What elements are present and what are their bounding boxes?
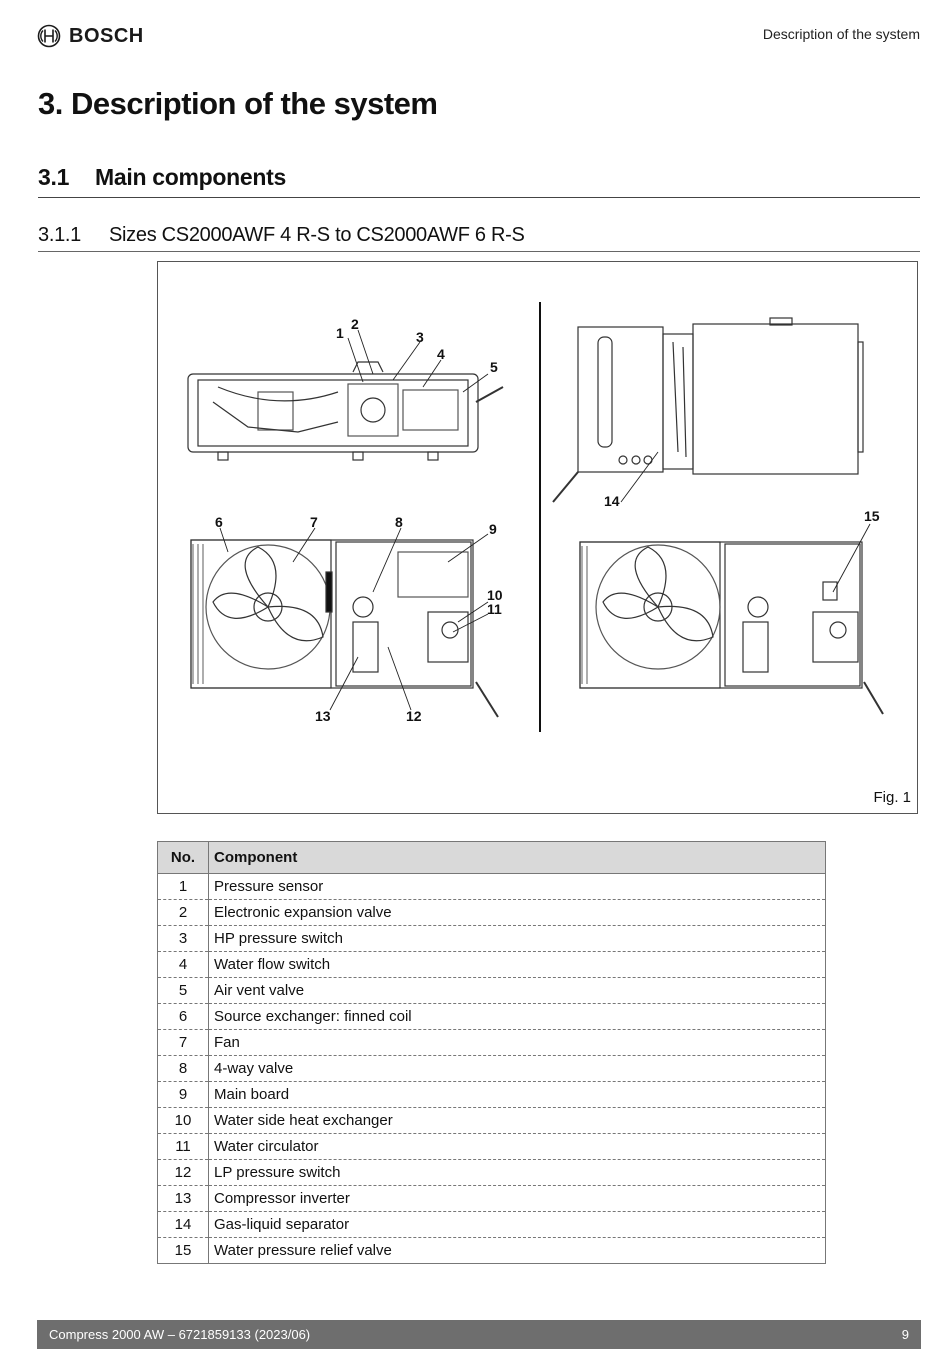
components-table [157,841,826,1264]
table-row [158,1030,826,1056]
callout-2: 2 [351,316,359,332]
row-number: 2 [158,900,209,926]
callout-6: 6 [215,514,223,530]
front-view-drawing [191,540,498,717]
table-row [158,1108,826,1134]
callout-4: 4 [437,346,445,362]
row-component: Compressor inverter [209,1186,826,1212]
row-component: HP pressure switch [209,926,826,952]
figure-caption: Fig. 1 [873,789,911,806]
row-number: 7 [158,1030,209,1056]
subsection-title [38,224,920,252]
column-header-no: No. [158,842,209,874]
brand-name: BOSCH [69,24,144,47]
page-number: 9 [901,1327,909,1342]
side-view-drawing [553,318,863,502]
row-number: 6 [158,1004,209,1030]
row-number: 10 [158,1108,209,1134]
row-component: Pressure sensor [209,874,826,900]
callout-12: 12 [406,708,422,724]
callout-1: 1 [336,325,344,341]
row-number: 12 [158,1160,209,1186]
table-row [158,952,826,978]
table-row [158,1238,826,1264]
footer-doc-info: Compress 2000 AW – 6721859133 (2023/06) [49,1327,311,1342]
row-component: Water pressure relief valve [209,1238,826,1264]
callout-9: 9 [489,521,497,537]
table-header-row [158,842,826,874]
table-row [158,1160,826,1186]
row-number: 1 [158,874,209,900]
callout-7: 7 [310,514,318,530]
figure-1 [157,261,918,814]
row-component: Source exchanger: finned coil [209,1004,826,1030]
callout-5: 5 [490,359,498,375]
table-row [158,1004,826,1030]
row-number: 15 [158,1238,209,1264]
row-component: 4-way valve [209,1056,826,1082]
subsection-number: 3.1.1 [38,224,81,246]
callout-10: 10 [487,587,503,603]
row-component: Water side heat exchanger [209,1108,826,1134]
component-diagram [158,262,917,813]
row-component: Water circulator [209,1134,826,1160]
table-row [158,1212,826,1238]
callout-11: 11 [487,601,502,617]
bosch-armature-logo-icon [37,24,61,48]
row-number: 8 [158,1056,209,1082]
row-number: 4 [158,952,209,978]
table-row [158,1056,826,1082]
row-number: 5 [158,978,209,1004]
top-view-drawing [188,362,503,460]
table-row [158,1134,826,1160]
row-component: Air vent valve [209,978,826,1004]
callout-8: 8 [395,514,403,530]
callout-3: 3 [416,329,424,345]
running-header: Description of the system [762,26,920,42]
row-component: Fan [209,1030,826,1056]
row-component: Water flow switch [209,952,826,978]
callout-13: 13 [315,708,331,724]
section-title [38,164,920,198]
table-row [158,1186,826,1212]
brand [37,24,144,48]
section-number: 3.1 [38,164,70,190]
front-view-variant-drawing [580,542,883,714]
page-footer [37,1320,921,1349]
row-number: 11 [158,1134,209,1160]
table-row [158,874,826,900]
callout-14: 14 [604,493,620,509]
column-header-component: Component [209,842,826,874]
section-title-text: Main components [95,164,287,190]
row-number: 3 [158,926,209,952]
callout-15: 15 [864,508,880,524]
row-number: 9 [158,1082,209,1108]
subsection-title-text: Sizes CS2000AWF 4 R-S to CS2000AWF 6 R-S [109,224,525,246]
row-number: 14 [158,1212,209,1238]
row-component: Electronic expansion valve [209,900,826,926]
table-row [158,900,826,926]
table-row [158,978,826,1004]
row-component: Gas-liquid separator [209,1212,826,1238]
row-component: Main board [209,1082,826,1108]
chapter-title: 3. Description of the system [38,86,438,121]
row-number: 13 [158,1186,209,1212]
table-row [158,926,826,952]
row-component: LP pressure switch [209,1160,826,1186]
table-row [158,1082,826,1108]
